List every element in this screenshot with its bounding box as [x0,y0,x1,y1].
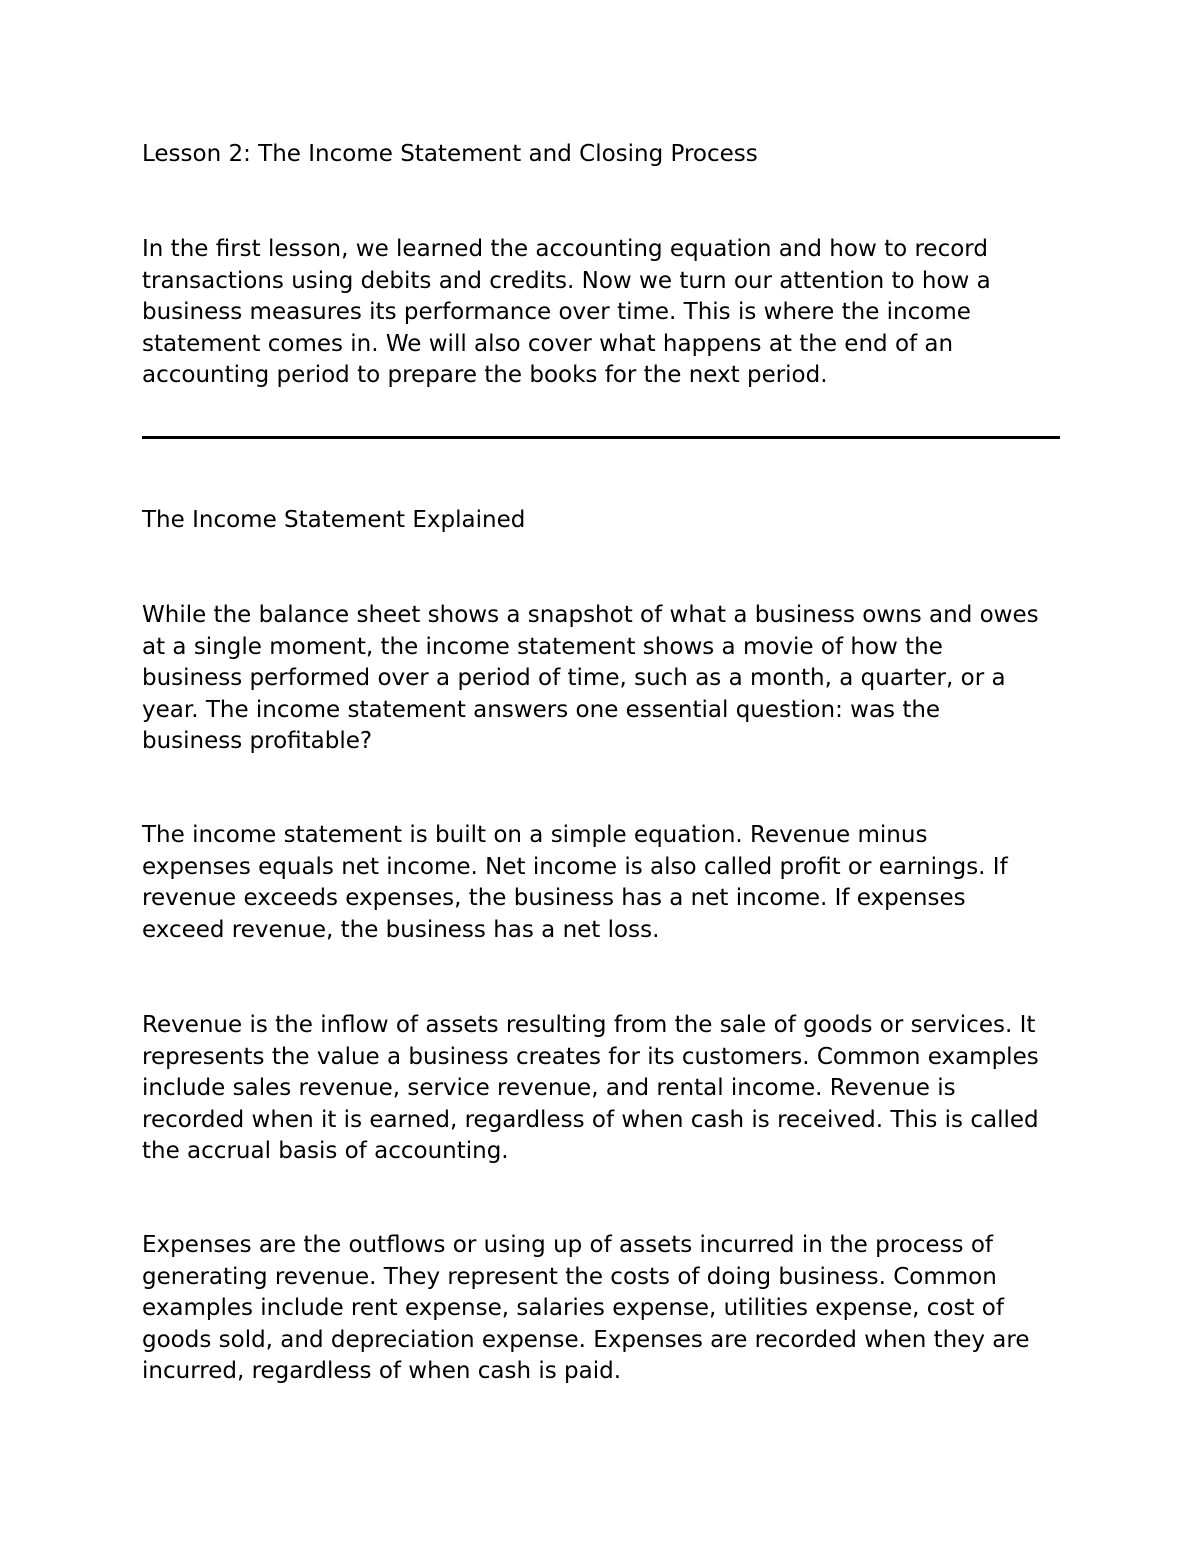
paragraph-line: exceed revenue, the business has a net loss. [142,916,660,943]
intro-line: business measures its performance over time. This is where the income [142,299,971,325]
paragraph-line: represents the value a business creates for its customers. Common examples [142,1043,1039,1070]
paragraph-line: The income statement is built on a simple equation. Revenue minus [142,822,928,848]
horizontal-divider [142,436,1060,439]
paragraph-expenses [142,1230,1030,1388]
paragraph-line: year. The income statement answers one essential question: was the [142,696,941,723]
paragraph-line: revenue exceeds expenses, the business has a net income. If expenses [142,885,966,911]
paragraph-line: While the balance sheet shows a snapshot of what a business owns and owes [142,602,1039,628]
intro-line: accounting period to prepare the books for the next period. [142,362,828,388]
paragraph-line: Expenses are the outflows or using up of assets incurred in the process of [142,1232,994,1258]
intro-line: transactions using debits and credits. Now we turn our attention to how a [142,267,991,294]
intro-paragraph [142,234,991,392]
paragraph-line: business performed over a period of time, such as a month, a quarter, or a [142,665,1006,691]
paragraph-line: goods sold, and depreciation expense. Expenses are recorded when they are [142,1326,1030,1353]
paragraph-balance-sheet-vs-income-statement [142,600,1039,758]
paragraph-line: Revenue is the inflow of assets resulting from the sale of goods or services. It [142,1012,1036,1038]
paragraph-revenue [142,1010,1039,1168]
paragraph-income-equation [142,820,1008,946]
paragraph-line: expenses equals net income. Net income is also called profit or earnings. If [142,853,1008,880]
paragraph-line: the accrual basis of accounting. [142,1138,509,1164]
paragraph-line: incurred, regardless of when cash is paid. [142,1358,622,1384]
paragraph-line: recorded when it is earned, regardless of when cash is received. This is called [142,1106,1039,1133]
intro-line: In the first lesson, we learned the accounting equation and how to record [142,236,988,262]
intro-line: statement comes in. We will also cover what happens at the end of an [142,330,954,357]
paragraph-line: business profitable? [142,728,373,754]
paragraph-line: at a single moment, the income statement shows a movie of how the [142,633,943,660]
paragraph-line: generating revenue. They represent the costs of doing business. Common [142,1263,997,1290]
document-title: Lesson 2: The Income Statement and Closing Process [142,141,758,167]
section-heading: The Income Statement Explained [142,507,526,533]
paragraph-line: examples include rent expense, salaries expense, utilities expense, cost of [142,1295,1004,1321]
paragraph-line: include sales revenue, service revenue, and rental income. Revenue is [142,1075,956,1101]
